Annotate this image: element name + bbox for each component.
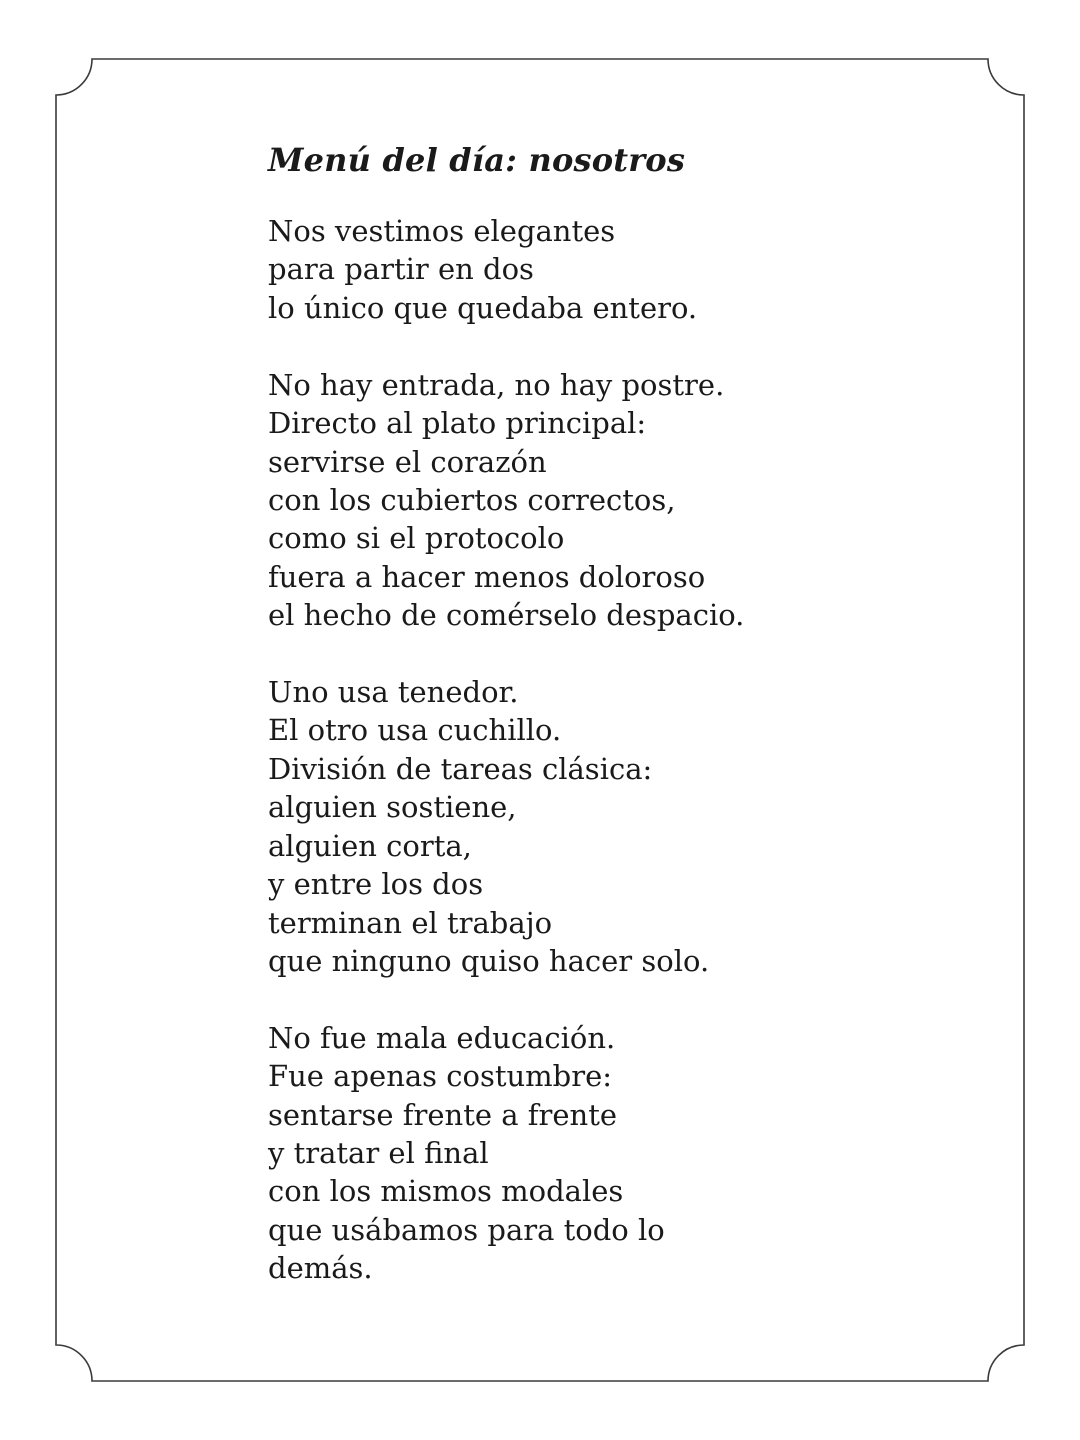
poem-line: con los mismos modales (268, 1174, 624, 1209)
poem-line: División de tareas clásica: (268, 751, 653, 786)
poem-line: y tratar el final (268, 1136, 489, 1171)
stanza-2 (268, 366, 988, 635)
poem-line: para partir en dos (268, 252, 534, 287)
poem-line: demás. (268, 1251, 373, 1286)
poem-line: sentarse frente a frente (268, 1097, 618, 1132)
poem-line: servirse el corazón (268, 444, 547, 479)
poem-line: terminan el trabajo (268, 905, 553, 940)
poem-line: y entre los dos (268, 867, 484, 902)
stanza-1 (268, 212, 988, 327)
stanza-4 (268, 1019, 988, 1288)
poem-title: Menú del día: nosotros (268, 141, 686, 179)
poem-line: el hecho de comérselo despacio. (268, 598, 745, 633)
poem-line: Fue apenas costumbre: (268, 1059, 613, 1094)
poem-line: Nos vestimos elegantes (268, 214, 616, 248)
poem-line: alguien sostiene, (268, 790, 517, 825)
poem (268, 138, 988, 1288)
poem-line: que ninguno quiso hacer solo. (268, 943, 710, 978)
poem-line: alguien corta, (268, 828, 472, 863)
poem-line: No hay entrada, no hay postre. (268, 367, 725, 402)
poem-line: como si el protocolo (268, 521, 565, 556)
poem-line: lo único que quedaba entero. (268, 290, 698, 325)
stanza-3 (268, 673, 988, 980)
poem-line: No fue mala educación. (268, 1020, 616, 1055)
poem-line: con los cubiertos correctos, (268, 482, 676, 517)
poem-line: El otro usa cuchillo. (268, 713, 562, 748)
poem-line: que usábamos para todo lo (268, 1212, 665, 1247)
poem-line: Directo al plato principal: (268, 406, 647, 441)
poem-line: Uno usa tenedor. (268, 675, 519, 710)
poem-line: fuera a hacer menos doloroso (268, 559, 706, 594)
poem-body (268, 212, 988, 1288)
